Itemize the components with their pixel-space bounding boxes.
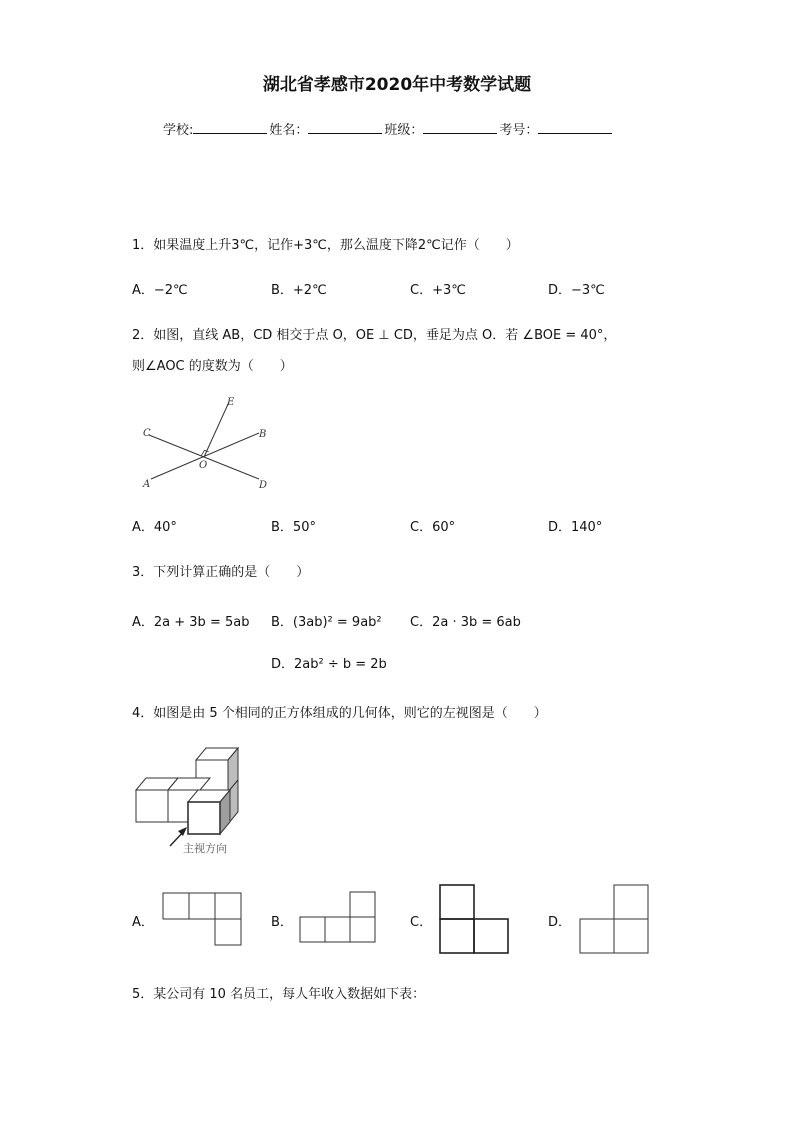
question-1-option-a[interactable]: A．−2℃: [132, 283, 188, 298]
question-4-stem: 4．如图是由 5 个相同的正方体组成的几何体，则它的左视图是（ ）: [132, 706, 547, 721]
question-3-option-c[interactable]: C．2a · 3b = 6ab: [410, 615, 521, 630]
question-5-stem: 5．某公司有 10 名员工，每人年收入数据如下表：: [132, 987, 426, 1002]
question-2-stem-line-1: 2．如图，直线 AB，CD 相交于点 O，OE ⊥ CD，垂足为点 O．若 ∠BOE = 40°，: [132, 328, 617, 343]
exam-no-label: 考号：: [499, 123, 539, 138]
class-blank[interactable]: [423, 121, 497, 134]
question-3-option-a[interactable]: A．2a + 3b = 5ab: [132, 615, 250, 630]
question-1-stem: 1．如果温度上升3℃，记作+3℃，那么温度下降2℃记作（ ）: [132, 238, 519, 253]
label-a: A: [143, 479, 151, 490]
question-2-option-a[interactable]: A．40°: [132, 520, 177, 535]
view-direction-label: 主视方向: [183, 842, 227, 855]
class-label: 班级：: [384, 123, 424, 138]
label-c: C: [143, 428, 151, 439]
question-2-option-d[interactable]: D．140°: [548, 520, 603, 535]
question-4-option-a-letter[interactable]: A．: [132, 915, 154, 930]
question-4-option-c-figure[interactable]: [439, 884, 511, 956]
question-2-stem-line-2: 则∠AOC 的度数为（ ）: [132, 359, 293, 374]
label-d: D: [259, 480, 268, 491]
question-1-option-d[interactable]: D．−3℃: [548, 283, 605, 298]
name-blank[interactable]: [308, 121, 382, 134]
school-blank[interactable]: [193, 121, 267, 134]
label-e: E: [227, 397, 235, 408]
question-2-option-c[interactable]: C．60°: [410, 520, 456, 535]
label-b: B: [259, 429, 267, 440]
name-label: 姓名：: [269, 123, 309, 138]
question-2-option-b[interactable]: B．50°: [271, 520, 316, 535]
question-4-option-b-figure[interactable]: [299, 891, 379, 945]
question-4-option-b-letter[interactable]: B．: [271, 915, 293, 930]
school-label: 学校:: [163, 123, 194, 138]
question-3-option-d[interactable]: D．2ab² ÷ b = 2b: [271, 657, 387, 672]
exam-no-blank[interactable]: [538, 121, 612, 134]
question-4-option-d-letter[interactable]: D．: [548, 915, 572, 930]
question-1-option-b[interactable]: B．+2℃: [271, 283, 327, 298]
question-3-stem: 3．下列计算正确的是（ ）: [132, 565, 310, 580]
label-o: O: [199, 460, 208, 471]
question-4-option-c-letter[interactable]: C．: [410, 915, 433, 930]
question-4-option-a-figure[interactable]: [162, 892, 244, 946]
question-2-figure: [135, 392, 285, 497]
student-info-line: [163, 119, 614, 138]
question-1-option-c[interactable]: C．+3℃: [410, 283, 466, 298]
page-title: 湖北省孝感市2020年中考数学试题: [262, 75, 532, 95]
question-4-option-d-figure[interactable]: [579, 884, 651, 956]
ray-oe: [204, 402, 229, 457]
question-3-option-b[interactable]: B．(3ab)² = 9ab²: [271, 615, 382, 630]
